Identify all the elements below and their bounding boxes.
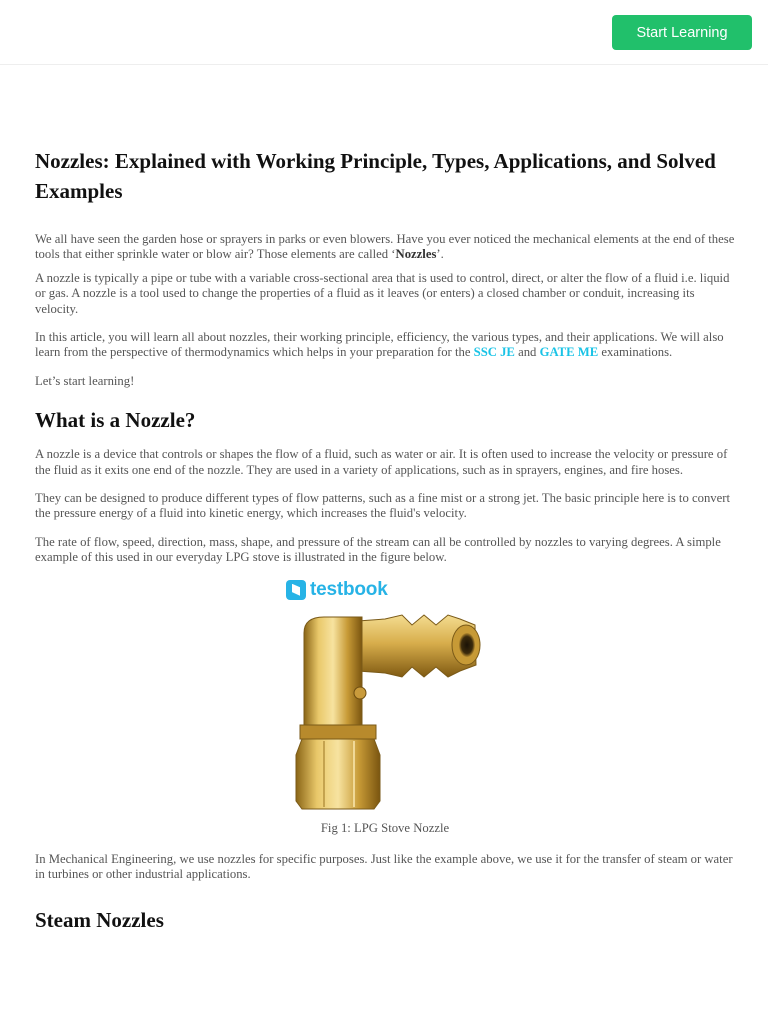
intro-text-3-and: and (514, 345, 540, 360)
intro-text-1-end: ’. (436, 247, 444, 262)
nozzles-bold-term: Nozzles (395, 247, 437, 262)
intro-text-3a: In this article, you will learn all about nozzles, their working principle, efficiency, the various types, and their applications. We will also learn from the perspective of thermodynamics which helps in your preparation for the (35, 330, 724, 360)
testbook-logo-text: testbook (310, 578, 388, 600)
what-paragraph-1: A nozzle is a device that controls or shapes the flow of a fluid, such as water or air. It is often used to increase the velocity or pressure of the fluid as it exits one end of the nozzle. They are used in a variety of applications, such as in sprayers, engines, and fire hoses. (35, 447, 728, 477)
intro-paragraph-4: Let’s start learning! (35, 373, 135, 388)
heading-what-is-nozzle: What is a Nozzle? (35, 408, 196, 433)
ssc-je-link[interactable]: SSC JE (473, 345, 515, 360)
intro-text-3b: examinations. (598, 345, 673, 360)
figure-lpg-nozzle (35, 578, 735, 835)
top-bar (0, 0, 768, 65)
what-paragraph-3: The rate of flow, speed, direction, mass, shape, and pressure of the stream can all be controlled by nozzles to varying degrees. A simple example of this used in our everyday LPG stove is illustrated in the figure below. (35, 534, 721, 565)
intro-paragraph-2: A nozzle is typically a pipe or tube with a variable cross-sectional area that is used to control, direct, or alter the flow of a fluid i.e. liquid or gas. A nozzle is a tool used to change the properties of a fluid as it leaves (or enters) a closed chamber or conduit, increasing its velocity. (35, 270, 730, 316)
lpg-nozzle-image (290, 605, 490, 815)
testbook-logo-icon (286, 580, 306, 600)
gate-me-link[interactable]: GATE ME (539, 345, 599, 360)
start-learning-button[interactable]: Start Learning (612, 15, 752, 50)
after-figure-paragraph: In Mechanical Engineering, we use nozzles for specific purposes. Just like the example above, we use it for the transfer of steam or water in turbines or other industrial applications. (35, 851, 733, 882)
testbook-logo (286, 578, 388, 602)
intro-text-1: We all have seen the garden hose or sprayers in parks or even blowers. Have you ever noticed the mechanical elements at the end of these tools that either sprinkle water or blow air? Those elements are called ‘ (35, 232, 735, 262)
what-paragraph-2: They can be designed to produce different types of flow patterns, such as a fine mist or a strong jet. The basic principle here is to convert the pressure energy of a fluid into kinetic energy, which increases the fluid's velocity. (35, 491, 731, 521)
article (35, 146, 735, 933)
article-title: Nozzles: Explained with Working Principle, Types, Applications, and Solved Examples (35, 149, 716, 203)
intro-paragraph-3 (35, 330, 735, 361)
figure-caption: Fig 1: LPG Stove Nozzle (320, 820, 450, 835)
intro-paragraph-1 (35, 232, 735, 263)
heading-steam-nozzles: Steam Nozzles (35, 907, 164, 932)
